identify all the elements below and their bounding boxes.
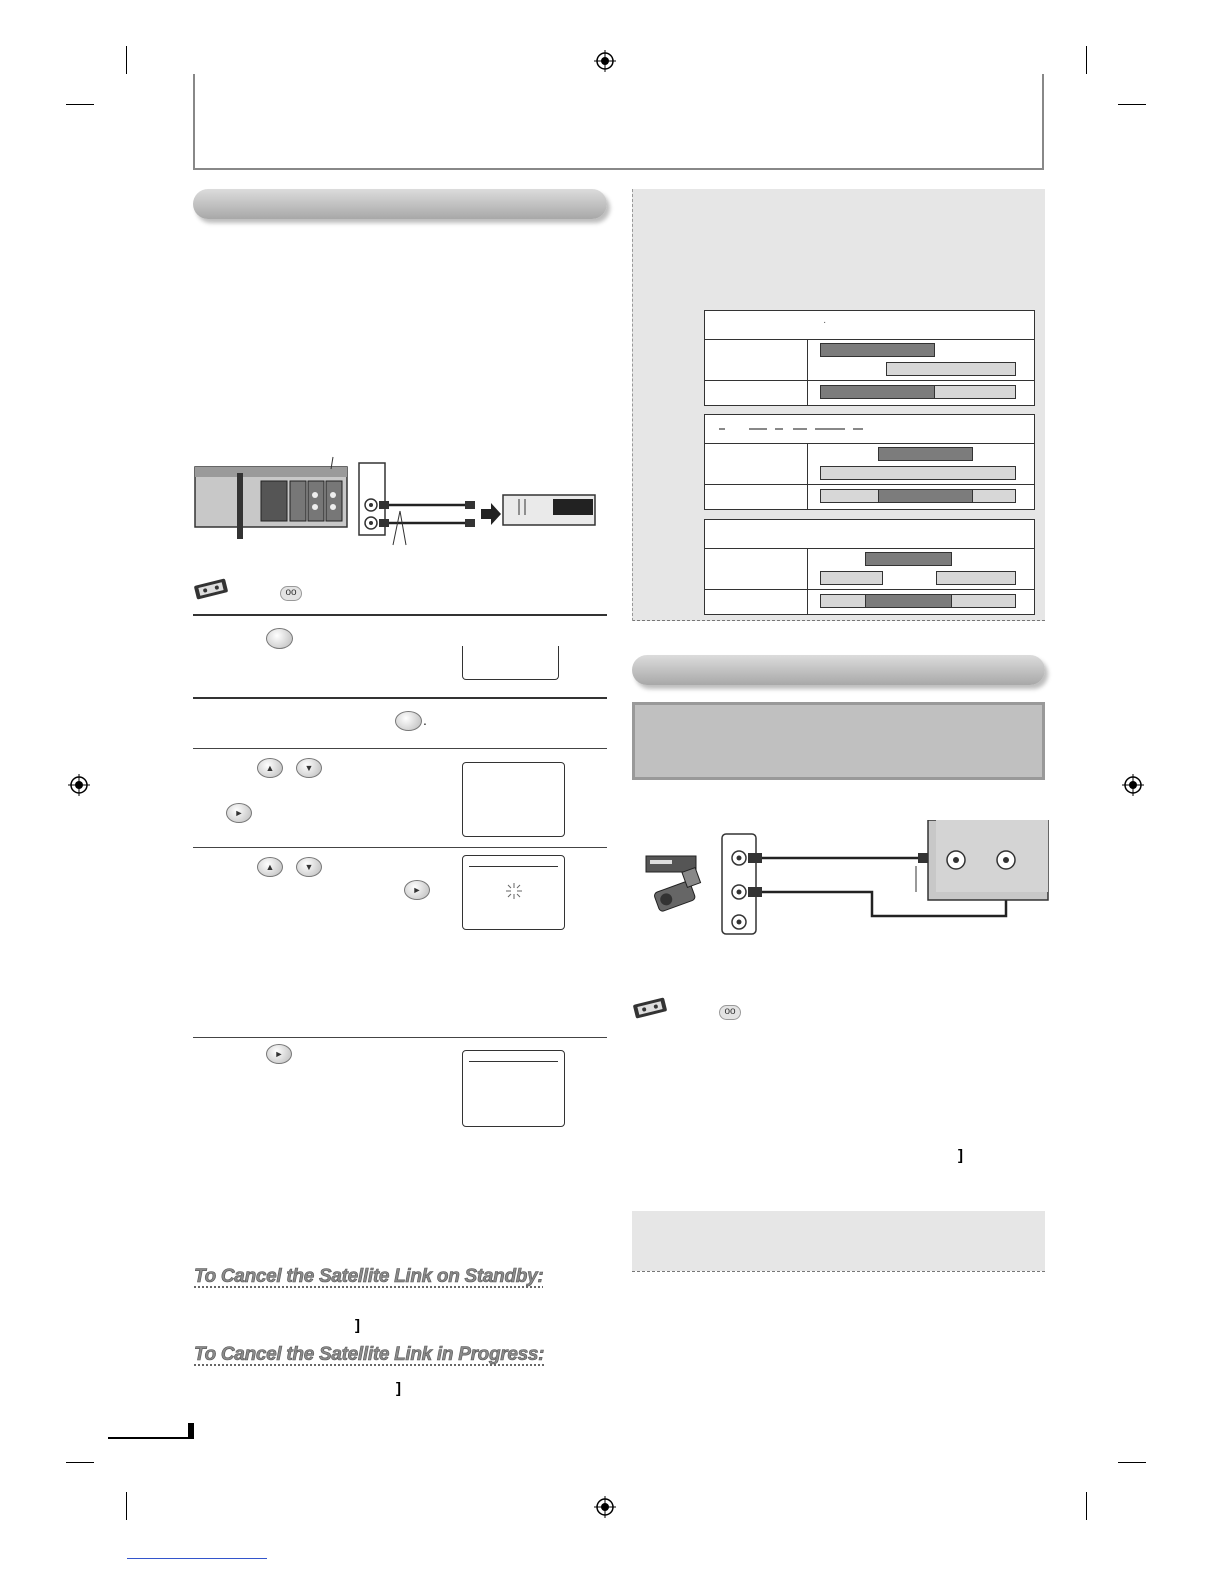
bracket-mark: ] <box>396 1380 401 1397</box>
registration-mark-icon <box>594 1496 616 1518</box>
tape-indicator-icon: oo <box>719 1005 741 1020</box>
up-arrow-button-icon: ▲ <box>257 857 283 877</box>
timing-bar-record <box>820 385 935 399</box>
crop-mark <box>66 1462 94 1463</box>
step-divider <box>193 614 607 616</box>
step-divider <box>193 847 607 848</box>
title-frame <box>193 74 1044 170</box>
tv-screen-confirm <box>462 1050 565 1127</box>
crop-mark <box>1118 1462 1146 1463</box>
caution-box <box>632 702 1045 780</box>
registration-mark-icon <box>68 774 90 796</box>
section-header-external-input <box>632 655 1045 685</box>
up-arrow-button-icon: ▲ <box>257 758 283 778</box>
timing-bar-source <box>865 552 952 566</box>
down-arrow-button-icon: ▼ <box>296 758 322 778</box>
down-arrow-button-icon: ▼ <box>296 857 322 877</box>
timing-bar-record <box>878 489 973 503</box>
page-footer-tab <box>188 1423 194 1439</box>
table-header-faint-text <box>719 425 889 433</box>
crop-mark <box>126 1492 127 1520</box>
vcr-satellite-connection-diagram <box>193 455 598 550</box>
period-mark: . <box>423 712 427 728</box>
timing-bar-source <box>820 343 935 357</box>
panel-left-border <box>632 189 633 621</box>
timing-table-1 <box>704 310 1035 406</box>
cancel-standby-heading: To Cancel the Satellite Link on Standby: <box>194 1266 544 1287</box>
crop-mark <box>66 104 94 105</box>
section-header-satellite-link <box>193 189 607 219</box>
timing-table-2 <box>704 414 1035 510</box>
panel-dashed-border <box>632 1271 1045 1272</box>
crop-mark <box>1118 104 1146 105</box>
timing-bar-source <box>878 447 973 461</box>
crop-mark <box>1086 46 1087 74</box>
tv-screen-menu <box>462 762 565 837</box>
page-footer-rule <box>108 1437 193 1439</box>
timing-bar-signal <box>886 362 1016 376</box>
cursor-sparkle-icon <box>504 881 524 901</box>
table-header-dot: · <box>823 317 827 328</box>
timing-bar-signal <box>820 466 1016 480</box>
cancel-progress-heading: To Cancel the Satellite Link in Progress: <box>194 1344 545 1365</box>
crop-mark <box>1086 1492 1087 1520</box>
timing-bar-record <box>865 594 952 608</box>
tv-screen-submenu <box>462 855 565 930</box>
setup-button-icon <box>395 711 422 731</box>
tape-note-icon <box>632 996 668 1020</box>
play-right-button-icon: ► <box>226 803 252 823</box>
play-right-button-icon: ► <box>404 880 430 900</box>
panel-dashed-border <box>632 620 1045 621</box>
step-divider <box>193 748 607 749</box>
timing-table-3 <box>704 519 1035 615</box>
bracket-mark: ] <box>355 1317 360 1334</box>
menu-button-icon <box>266 628 293 649</box>
external-device-connection-diagram <box>640 820 1050 940</box>
step-divider <box>193 697 607 699</box>
play-right-button-icon: ► <box>266 1044 292 1064</box>
step-divider <box>193 1037 607 1038</box>
bracket-mark: ] <box>958 1147 963 1164</box>
registration-mark-icon <box>594 50 616 72</box>
note-panel <box>632 1211 1045 1271</box>
registration-mark-icon <box>1122 774 1144 796</box>
tape-indicator-icon: oo <box>280 586 302 601</box>
crop-mark <box>126 46 127 74</box>
tape-note-icon <box>193 577 229 601</box>
footer-link-underline <box>127 1558 267 1559</box>
timing-bar-signal-a <box>820 571 883 585</box>
tv-screen-display <box>462 646 559 680</box>
timing-bar-signal-b <box>936 571 1016 585</box>
